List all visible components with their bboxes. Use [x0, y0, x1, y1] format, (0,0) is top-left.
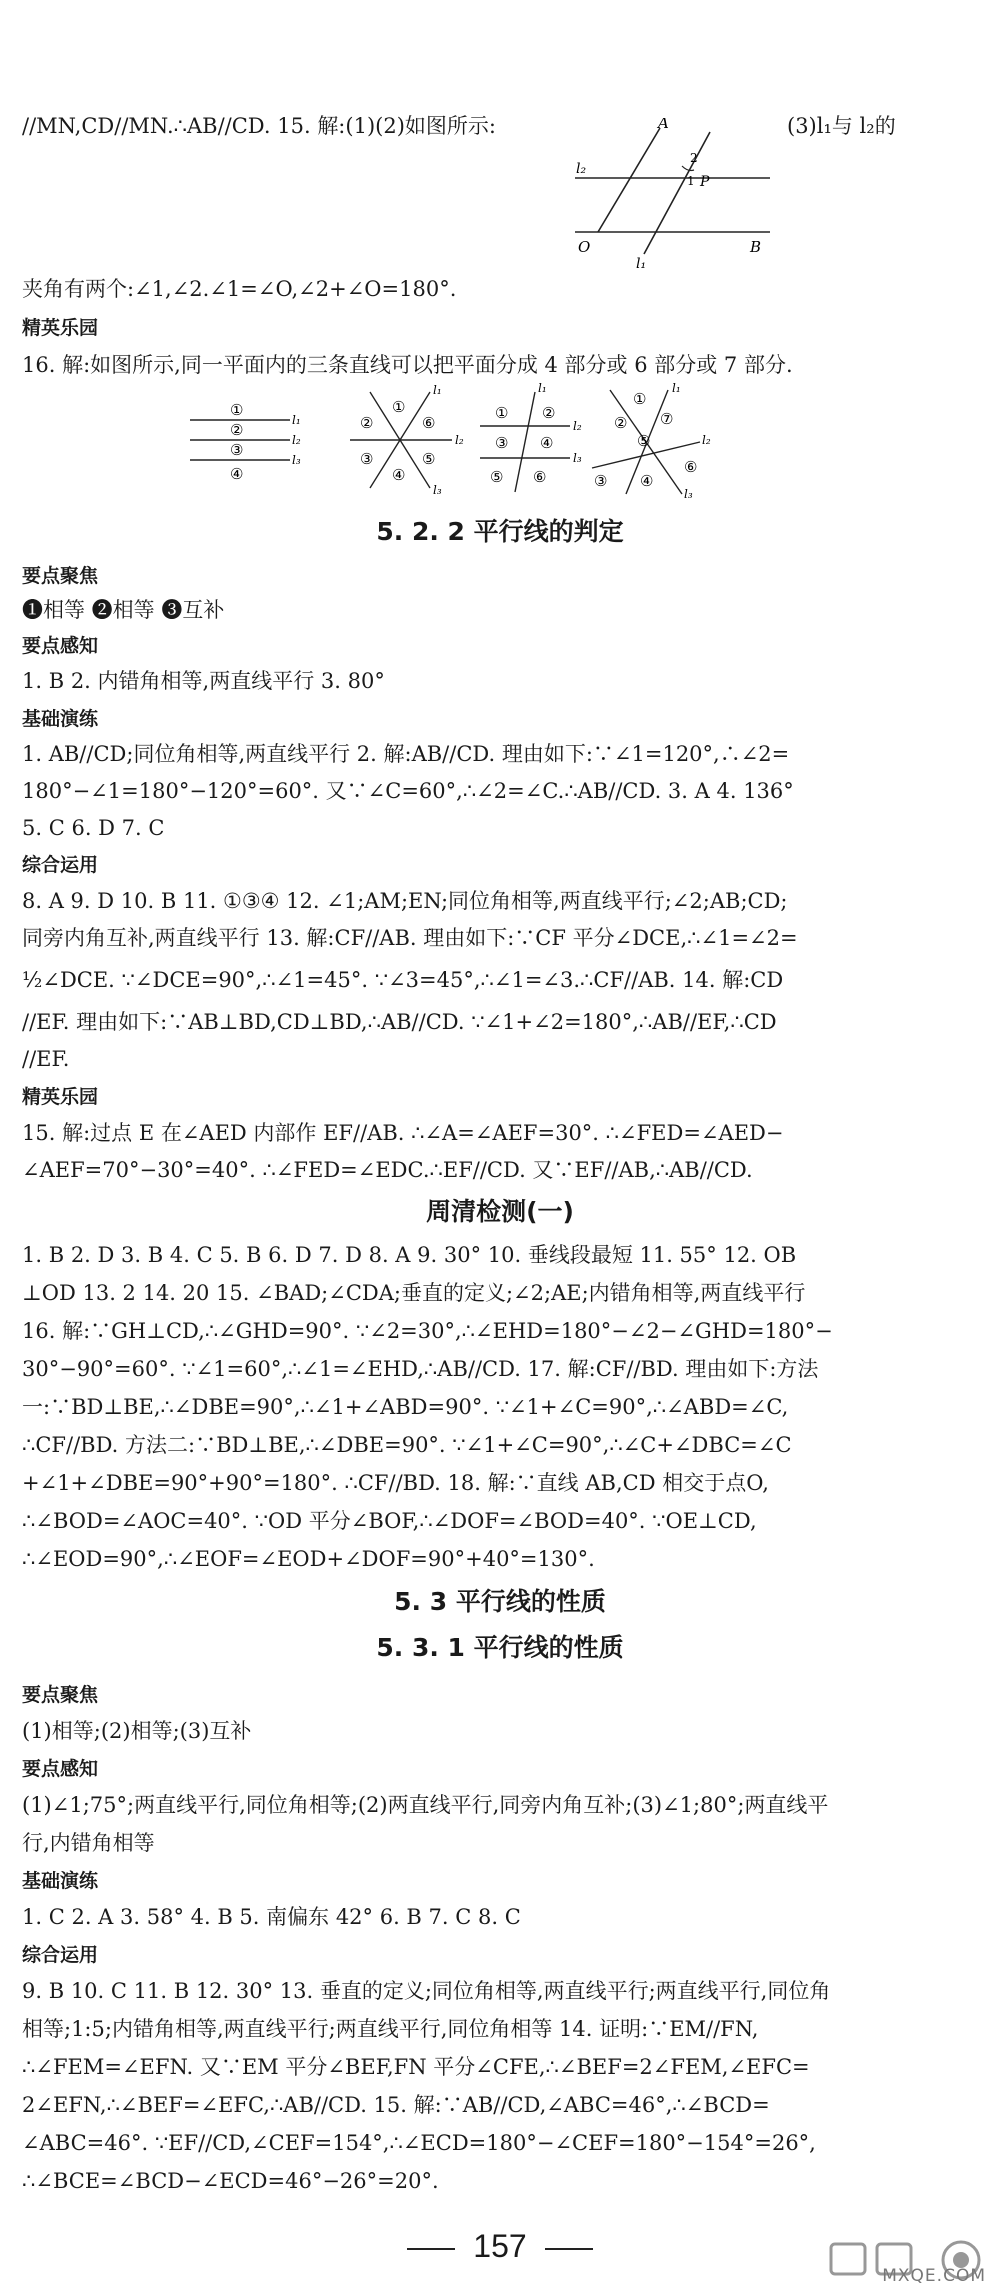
- text-line: 30°−90°=60°. ∵∠1=60°,∴∠1=∠EHD,∴AB//CD. 17. 解:CF//BD. 理由如下:方法: [22, 1357, 819, 1381]
- line-label: l₁: [292, 413, 301, 427]
- text-line: //EF.: [22, 1047, 70, 1071]
- text-line: ∴∠BCE=∠BCD−∠ECD=46°−26°=20°.: [22, 2169, 439, 2193]
- text-line: 1. B 2. D 3. B 4. C 5. B 6. D 7. D 8. A 9. 30° 10. 垂线段最短 11. 55° 12. OB: [22, 1243, 797, 1267]
- region-label: ③: [495, 434, 509, 452]
- section-heading: 要点聚焦: [22, 1684, 99, 1706]
- text-line: ❶相等 ❷相等 ❸互补: [22, 598, 225, 622]
- text-line: 5. C 6. D 7. C: [22, 816, 165, 840]
- text-line: 一:∵BD⊥BE,∴∠DBE=90°,∴∠1+∠ABD=90°. ∵∠1+∠C=90°,∴∠ABD=∠C,: [22, 1395, 789, 1419]
- text-line: 16. 解:∵GH⊥CD,∴∠GHD=90°. ∵∠2=30°,∴∠EHD=180°−∠2−∠GHD=180°−: [22, 1319, 833, 1343]
- region-label: ⑤: [422, 450, 436, 468]
- angle-2-label: 2: [690, 151, 698, 165]
- diagram-seven-parts: [592, 382, 711, 500]
- text-line: ∴∠FEM=∠EFN. 又∵EM 平分∠BEF,FN 平分∠CFE,∴∠BEF=2∠FEM,∠EFC=: [22, 2055, 810, 2079]
- text-line: 15. 解:过点 E 在∠AED 内部作 EF//AB. ∴∠A=∠AEF=30°. ∴∠FED=∠AED−: [22, 1121, 784, 1145]
- figure-16-plane-division: [190, 382, 750, 500]
- label-l1: l₁: [636, 256, 647, 270]
- label-l2: l₂: [576, 161, 587, 177]
- label-A: A: [658, 118, 669, 132]
- text-line: ∠AEF=70°−30°=40°. ∴∠FED=∠EDC.∴EF//CD. 又∵EF//AB,∴AB//CD.: [22, 1158, 753, 1182]
- text-line: 夹角有两个:∠1,∠2.∠1=∠O,∠2+∠O=180°.: [22, 277, 457, 301]
- region-label: ⑥: [422, 414, 436, 432]
- text-line: (1)∠1;75°;两直线平行,同位角相等;(2)两直线平行,同旁内角互补;(3)∠1;80°;两直线平: [22, 1793, 829, 1817]
- region-label: ⑥: [533, 468, 547, 486]
- diagram-six-parts-parallel: [480, 382, 582, 492]
- page-number-dash: [545, 2248, 593, 2250]
- line-label: l₃: [684, 487, 693, 500]
- line-label: l₂: [573, 419, 582, 433]
- section-heading: 要点感知: [22, 635, 99, 657]
- text-line: 行,内错角相等: [22, 1831, 155, 1855]
- label-P: P: [700, 174, 710, 190]
- section-title: 5. 3 平行线的性质: [394, 1587, 606, 1616]
- text-line: 16. 解:如图所示,同一平面内的三条直线可以把平面分成 4 部分或 6 部分或 7 部分.: [22, 353, 793, 377]
- line-label: l₃: [433, 483, 442, 497]
- region-label: ①: [230, 401, 244, 419]
- section-heading: 基础演练: [22, 708, 99, 730]
- text-line: 8. A 9. D 10. B 11. ①③④ 12. ∠1;AM;EN;同位角相等,两直线平行;∠2;AB;CD;: [22, 889, 788, 913]
- label-B: B: [750, 238, 762, 256]
- text-line: 1. B 2. 内错角相等,两直线平行 3. 80°: [22, 669, 385, 693]
- line-label: l₁: [672, 382, 681, 395]
- text-line: +∠1+∠DBE=90°+90°=180°. ∴CF//BD. 18. 解:∵直线 AB,CD 相交于点O,: [22, 1471, 769, 1495]
- region-label: ⑦: [660, 410, 674, 428]
- region-label: ④: [230, 465, 244, 483]
- text-line: 180°−∠1=180°−120°=60°. 又∵∠C=60°,∴∠2=∠C.∴AB//CD. 3. A 4. 136°: [22, 779, 794, 803]
- region-label: ③: [360, 450, 374, 468]
- figure-15-parallel-lines: [570, 118, 775, 270]
- text-line: //MN,CD//MN.∴AB//CD. 15. 解:(1)(2)如图所示:: [22, 114, 496, 138]
- line-label: l₂: [455, 433, 464, 447]
- text-line: 2∠EFN,∴∠BEF=∠EFC,∴AB//CD. 15. 解:∵AB//CD,∠ABC=46°,∴∠BCD=: [22, 2093, 770, 2117]
- line-label: l₂: [292, 433, 301, 447]
- region-label: ②: [360, 414, 374, 432]
- region-label: ⑤: [490, 468, 504, 486]
- region-label: ④: [640, 472, 654, 490]
- line-label: l₁: [433, 383, 442, 397]
- text-line: 同旁内角互补,两直线平行 13. 解:CF//AB. 理由如下:∵CF 平分∠DCE,∴∠1=∠2=: [22, 926, 798, 950]
- region-label: ②: [614, 414, 628, 432]
- section-heading: 要点感知: [22, 1758, 99, 1780]
- text-line: ∴∠EOD=90°,∴∠EOF=∠EOD+∠DOF=90°+40°=130°.: [22, 1547, 595, 1571]
- line-label: l₃: [292, 453, 301, 467]
- section-heading: 综合运用: [22, 1944, 99, 1966]
- label-O: O: [578, 238, 591, 256]
- region-label: ①: [392, 398, 406, 416]
- section-heading: 综合运用: [22, 854, 99, 876]
- section-heading: 要点聚焦: [22, 565, 99, 587]
- region-label: ③: [594, 472, 608, 490]
- angle-1-label: 1: [687, 174, 695, 188]
- text-line: ∴CF//BD. 方法二:∵BD⊥BE,∴∠DBE=90°. ∵∠1+∠C=90°,∴∠C+∠DBC=∠C: [22, 1433, 792, 1457]
- text-line: //EF. 理由如下:∵AB⊥BD,CD⊥BD,∴AB//CD. ∵∠1+∠2=180°,∴AB//EF,∴CD: [22, 1010, 777, 1034]
- section-title: 周清检测(一): [426, 1197, 574, 1226]
- text-line: 1. C 2. A 3. 58° 4. B 5. 南偏东 42° 6. B 7. C 8. C: [22, 1905, 521, 1929]
- line-label: l₂: [702, 433, 711, 447]
- section-title: 5. 3. 1 平行线的性质: [376, 1633, 624, 1662]
- region-label: ③: [230, 441, 244, 459]
- region-label: ④: [540, 434, 554, 452]
- section-heading: 精英乐园: [22, 317, 99, 339]
- text-line: ∴∠BOD=∠AOC=40°. ∵OD 平分∠BOF,∴∠DOF=∠BOD=40°. ∵OE⊥CD,: [22, 1509, 757, 1533]
- region-label: ②: [230, 421, 244, 439]
- text-line: 1. AB//CD;同位角相等,两直线平行 2. 解:AB//CD. 理由如下:∵∠1=120°,∴∠2=: [22, 742, 790, 766]
- line-label: l₁: [538, 382, 547, 395]
- watermark-text: MXQE.COM: [882, 2266, 986, 2286]
- text-line: (3)l₁与 l₂的: [787, 114, 896, 138]
- text-line: 9. B 10. C 11. B 12. 30° 13. 垂直的定义;同位角相等,两直线平行;两直线平行,同位角: [22, 1979, 831, 2003]
- section-title: 5. 2. 2 平行线的判定: [376, 517, 624, 546]
- text-line: ⊥OD 13. 2 14. 20 15. ∠BAD;∠CDA;垂直的定义;∠2;AE;内错角相等,两直线平行: [22, 1281, 806, 1305]
- section-heading: 精英乐园: [22, 1086, 99, 1108]
- region-label: ①: [495, 404, 509, 422]
- region-label: ①: [633, 390, 647, 408]
- region-label: ④: [392, 466, 406, 484]
- text-line: ∠ABC=46°. ∵EF//CD,∠CEF=154°,∴∠ECD=180°−∠CEF=180°−154°=26°,: [22, 2131, 816, 2155]
- region-label: ⑥: [684, 458, 698, 476]
- section-heading: 基础演练: [22, 1870, 99, 1892]
- diagram-six-parts-concurrent: [350, 383, 464, 497]
- page-number-value: 157: [473, 2228, 527, 2264]
- page-number-dash: [407, 2248, 455, 2250]
- line-label: l₃: [573, 451, 582, 465]
- diagram-four-parts: [190, 401, 301, 483]
- text-line: (1)相等;(2)相等;(3)互补: [22, 1719, 252, 1743]
- text-line: 相等;1:5;内错角相等,两直线平行;两直线平行,同位角相等 14. 证明:∵EM//FN,: [22, 2017, 759, 2041]
- region-label: ②: [542, 404, 556, 422]
- text-line: ½∠DCE. ∵∠DCE=90°,∴∠1=45°. ∵∠3=45°,∴∠1=∠3.∴CF//AB. 14. 解:CD: [22, 968, 784, 992]
- region-label: ⑤: [637, 432, 651, 450]
